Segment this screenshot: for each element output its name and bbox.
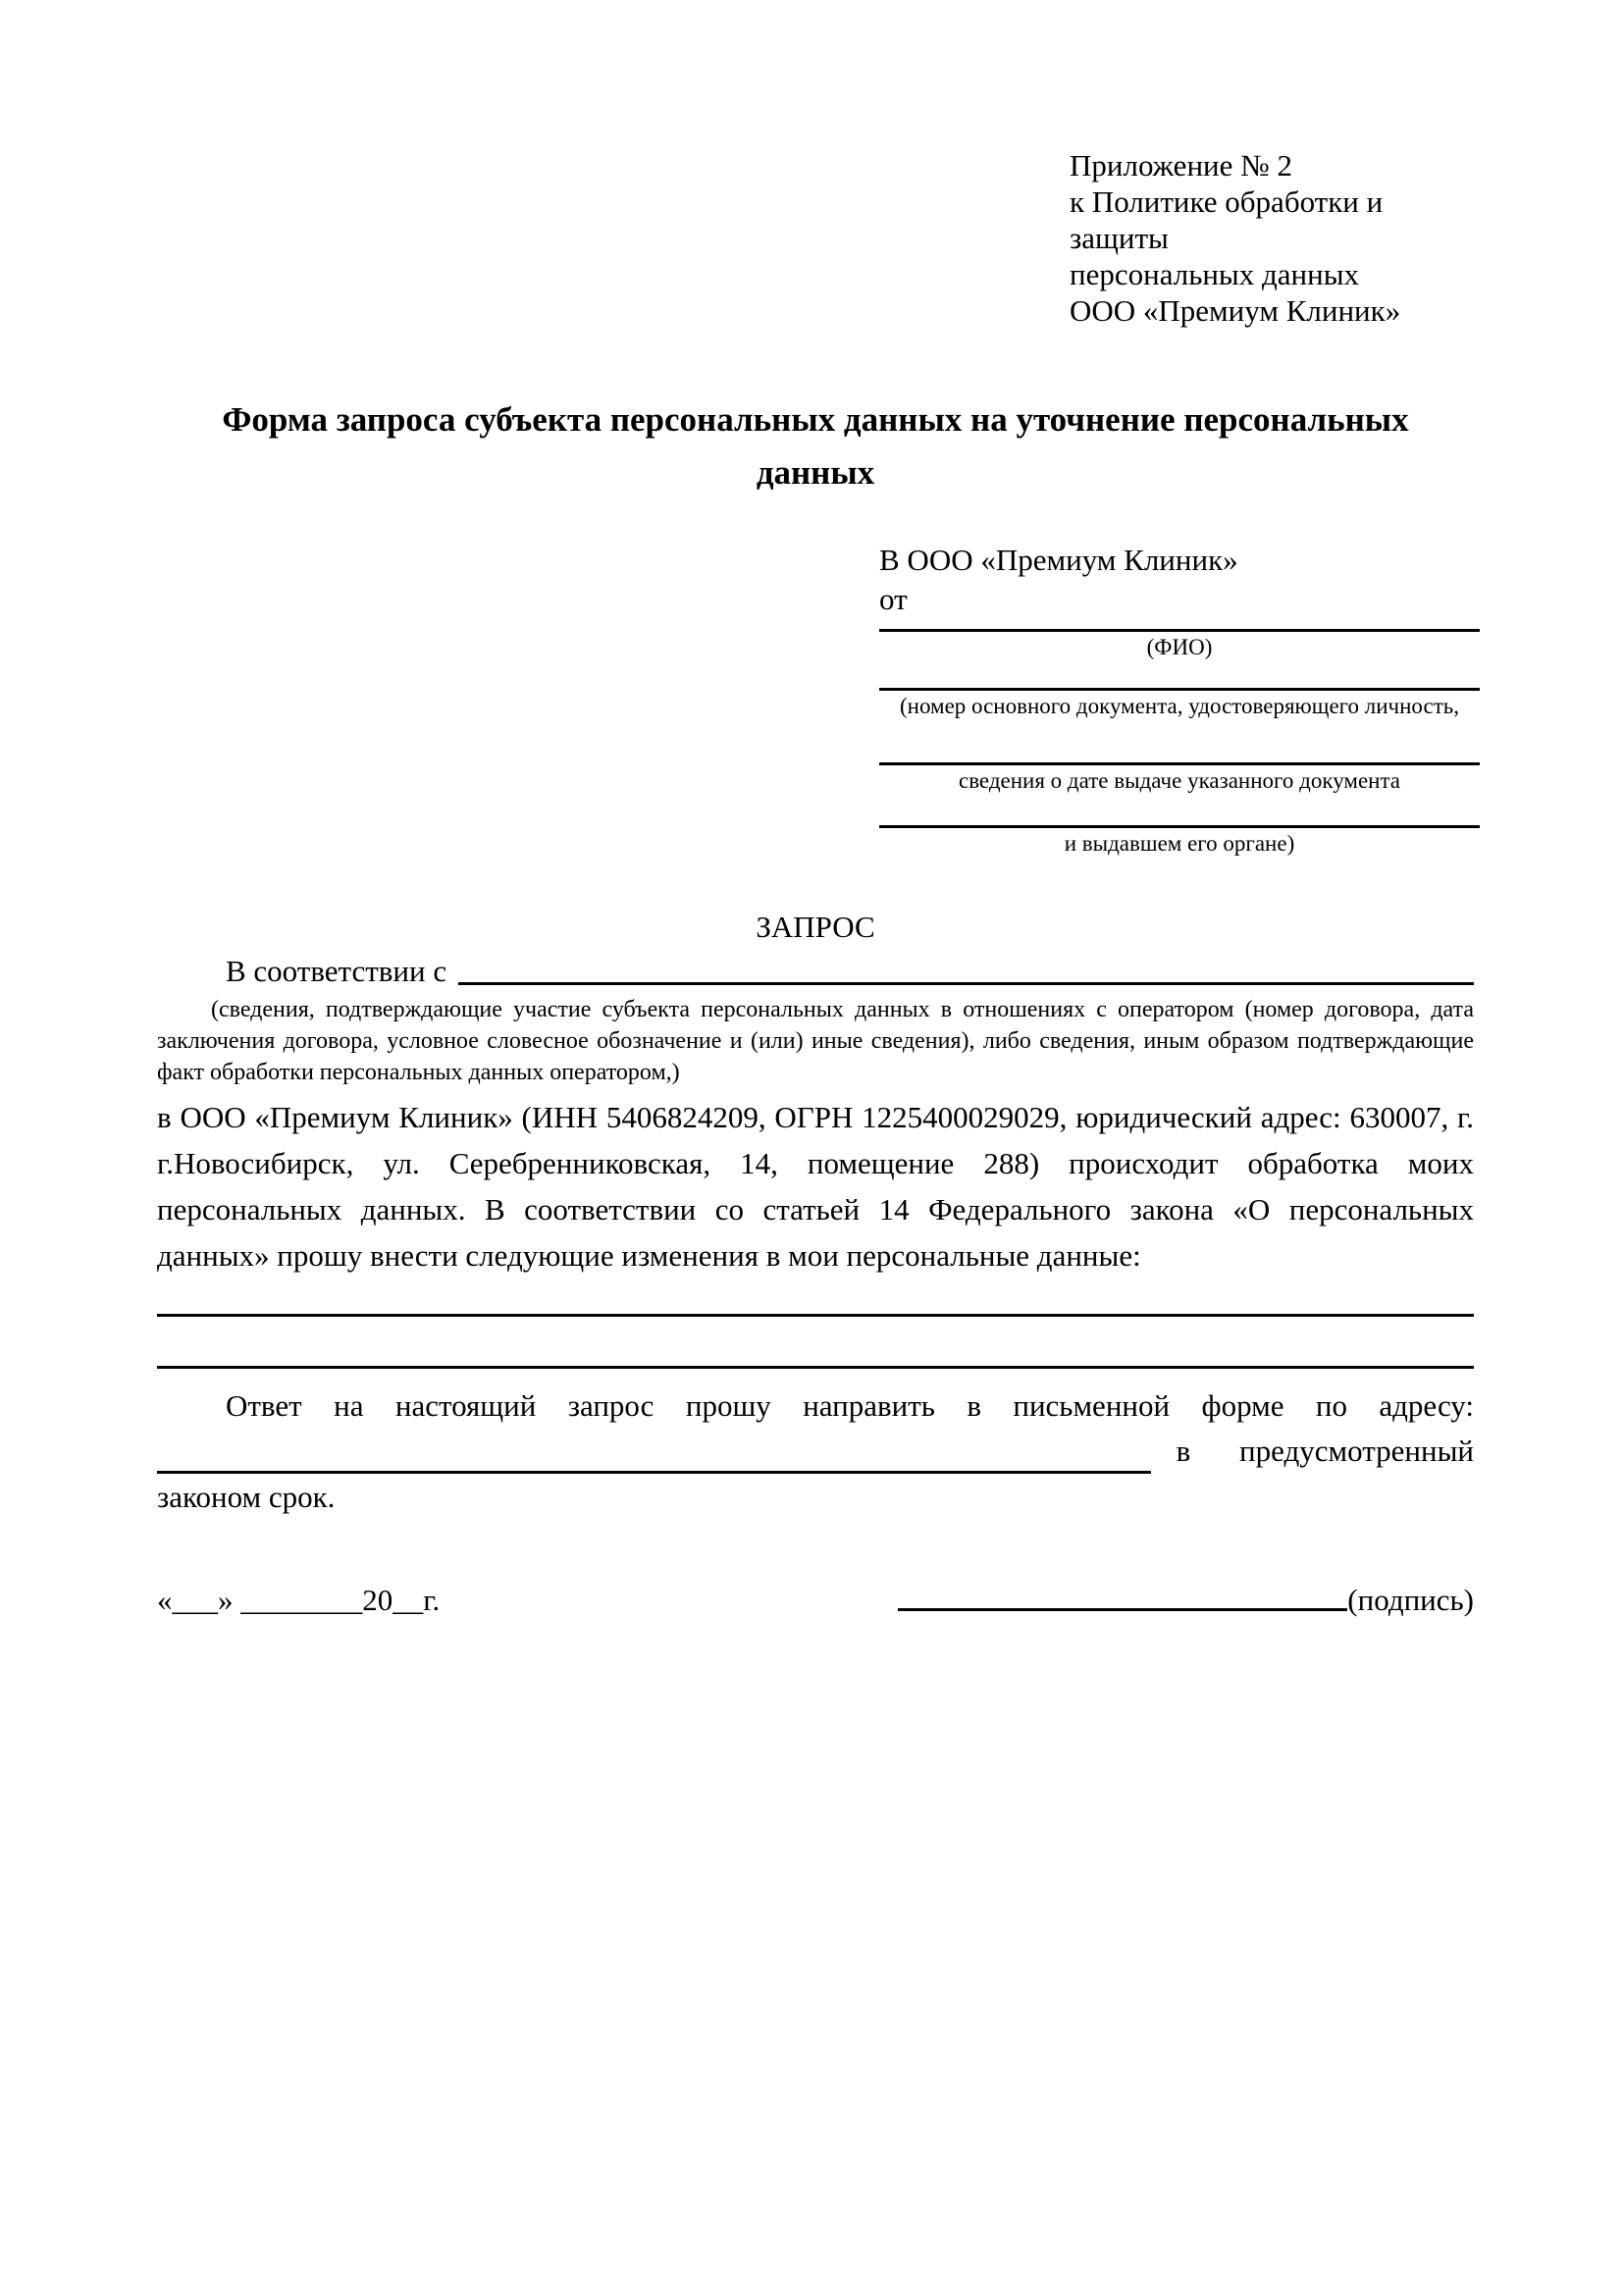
footer-row bbox=[157, 1573, 1474, 1618]
issuer-caption: и выдавшем его органе) bbox=[1064, 831, 1295, 856]
intro-footnote: (сведения, подтверждающие участие субъекта персональных данных в отношениях с оператором (номер договора, дата заключения договора, условное словесное обозначение и (или) иные сведения), либо сведения, иным образом подтверждающие факт обработки персональных данных оператором,) bbox=[157, 997, 1474, 1085]
address-blank-line bbox=[157, 1432, 1151, 1474]
signature-caption: (подпись) bbox=[1347, 1583, 1474, 1617]
addressee-from-label: от bbox=[879, 582, 908, 616]
reply-tail: в предусмотренный bbox=[1176, 1434, 1474, 1468]
document-title: Форма запроса субъекта персональных данных на уточнение персональных данных bbox=[222, 400, 1409, 492]
id-number-blank-line bbox=[879, 662, 1480, 691]
appendix-line-3: персональных данных bbox=[1070, 257, 1360, 291]
intro-row bbox=[157, 952, 1474, 991]
signature-blank-line bbox=[898, 1573, 1347, 1611]
appendix-line-4: ООО «Премиум Клиник» bbox=[1070, 293, 1401, 328]
date-template: «___» ________20__г. bbox=[157, 1583, 441, 1617]
issuer-blank-line bbox=[879, 796, 1480, 828]
intro-label: В соответствии с bbox=[226, 954, 447, 988]
appendix-line-2: к Политике обработки и защиты bbox=[1070, 184, 1384, 255]
reply-blank-row bbox=[157, 1429, 1474, 1474]
issue-date-blank-line bbox=[879, 721, 1480, 765]
reply-end: законом срок. bbox=[157, 1480, 336, 1514]
appendix-line-1: Приложение № 2 bbox=[1070, 148, 1292, 183]
request-heading: ЗАПРОС bbox=[756, 910, 875, 944]
appendix-header bbox=[1070, 147, 1474, 329]
addressee-block bbox=[879, 541, 1480, 859]
id-number-caption: (номер основного документа, удостоверяющего личность, bbox=[899, 694, 1459, 718]
issue-date-caption: сведения о дате выдаче указанного документа bbox=[958, 768, 1401, 793]
changes-blank-line-1 bbox=[157, 1278, 1474, 1317]
intro-blank-line bbox=[458, 982, 1474, 985]
signature-area bbox=[898, 1573, 1474, 1618]
request-body: в ООО «Премиум Клиник» (ИНН 5406824209, ОГРН 1225400029029, юридический адрес: 630007, г. г.Новосибирск, ул. Серебренниковская, 14, помещение 288) происходит обработка моих персональных данных. В соответствии со статьей 14 Федерального закона «О персональных данных» прошу внести следующие изменения в мои персональные данные: bbox=[157, 1100, 1474, 1273]
changes-blank-line-2 bbox=[157, 1317, 1474, 1369]
fio-caption: (ФИО) bbox=[1146, 635, 1213, 659]
reply-paragraph: Ответ на настоящий запрос прошу направить в письменной форме по адресу: bbox=[226, 1388, 1474, 1423]
addressee-to: В ООО «Премиум Клиник» bbox=[879, 543, 1238, 577]
document-content bbox=[157, 0, 1474, 1618]
fio-blank-line bbox=[879, 619, 1480, 632]
